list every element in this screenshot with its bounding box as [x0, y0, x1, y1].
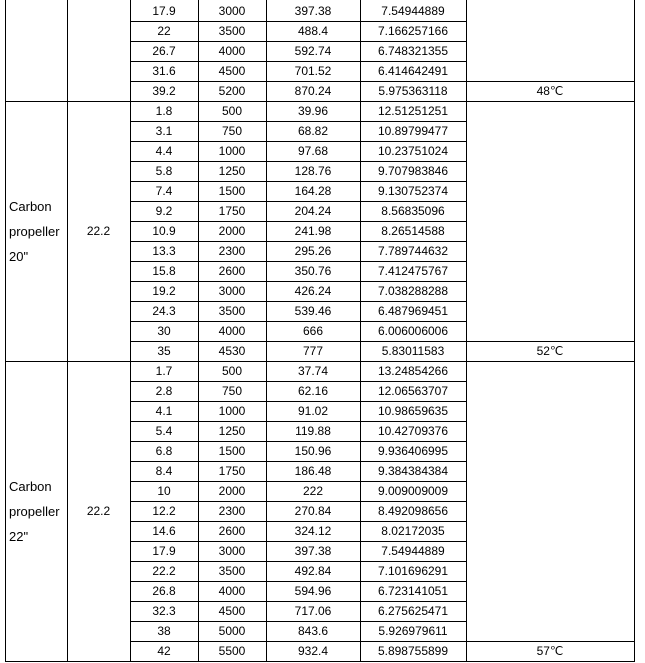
table-cell-efficiency: 5.926979611: [378, 624, 448, 638]
table-cell-speed: 3000: [218, 4, 246, 18]
temperature-value: 57℃: [536, 644, 564, 658]
table-cell-efficiency: 5.975363118: [378, 84, 448, 98]
table-cell-efficiency: 9.384384384: [377, 464, 449, 478]
table-cell-power: 270.84: [294, 504, 332, 518]
table-cell-thrust: 6.8: [155, 444, 173, 458]
table-cell-efficiency: 7.101696291: [377, 564, 449, 578]
table-cell-efficiency: 9.009009009: [377, 484, 449, 498]
table-cell-power: 37.74: [297, 364, 329, 378]
table-cell-thrust: 5.8: [155, 164, 173, 178]
table-cell-efficiency: 9.707983846: [377, 164, 449, 178]
table-cell-power: 119.88: [295, 424, 331, 438]
table-cell-speed: 2000: [218, 224, 246, 238]
table-cell-power: 295.26: [294, 244, 332, 258]
table-cell-thrust: 26.8: [152, 584, 176, 598]
table-cell-speed: 3500: [218, 304, 246, 318]
table-cell-efficiency: 6.414642491: [377, 64, 449, 78]
table-cell-efficiency: 6.487969451: [377, 304, 449, 318]
table-cell-power: 932.4: [297, 644, 329, 658]
table-cell-power: 241.98: [294, 224, 332, 238]
table-cell-efficiency: 8.02172035: [381, 524, 445, 538]
table-cell-power: 870.24: [294, 84, 332, 98]
table-cell-power: 91.02: [297, 404, 329, 418]
table-cell-speed: 500: [221, 104, 243, 118]
table-cell-power: 97.68: [297, 144, 329, 158]
table-cell-thrust: 2.8: [155, 384, 173, 398]
voltage-value: 22.2: [86, 224, 111, 238]
table-cell-power: 592.74: [294, 44, 332, 58]
table-cell-efficiency: 5.898755899: [377, 644, 449, 658]
table-cell-power: 717.06: [294, 604, 332, 618]
table-cell-speed: 5000: [218, 624, 246, 638]
table-cell-thrust: 5.4: [155, 424, 173, 438]
table-cell-thrust: 1.7: [155, 364, 173, 378]
table-cell-thrust: 39.2: [152, 84, 176, 98]
table-cell-power: 666: [302, 324, 324, 338]
table-cell-power: 164.28: [294, 184, 332, 198]
table-cell-thrust: 13.3: [152, 244, 176, 258]
table-cell-power: 843.6: [297, 624, 329, 638]
table-cell-power: 426.24: [294, 284, 332, 298]
group-divider: [5, 661, 634, 662]
table-cell-power: 539.46: [294, 304, 332, 318]
table-cell-efficiency: 7.038288288: [377, 284, 449, 298]
column-divider: [67, 0, 68, 662]
table-cell-thrust: 15.8: [152, 264, 176, 278]
table-cell-speed: 2300: [218, 244, 246, 258]
voltage-value: 22.2: [86, 504, 111, 518]
table-cell-thrust: 17.9: [152, 4, 176, 18]
table-cell-efficiency: 5.83011583: [381, 344, 445, 358]
table-cell-thrust: 17.9: [152, 544, 176, 558]
table-cell-thrust: 42: [157, 644, 171, 658]
table-cell-efficiency: 10.98659635: [377, 404, 449, 418]
table-cell-efficiency: 6.723141051: [377, 584, 449, 598]
table-cell-power: 150.96: [294, 444, 332, 458]
propeller-name-line: propeller: [9, 503, 60, 519]
table-cell-thrust: 19.2: [152, 284, 176, 298]
table-cell-speed: 2600: [218, 524, 246, 538]
table-cell-speed: 4530: [218, 344, 246, 358]
table-cell-efficiency: 7.789744632: [377, 244, 449, 258]
table-cell-thrust: 22.2: [152, 564, 176, 578]
table-cell-speed: 2300: [218, 504, 246, 518]
table-cell-power: 128.76: [294, 164, 332, 178]
table-cell-thrust: 35: [157, 344, 171, 358]
column-divider: [266, 0, 267, 662]
table-cell-speed: 2600: [218, 264, 246, 278]
table-cell-efficiency: 6.748321355: [377, 44, 449, 58]
table-cell-power: 488.4: [297, 24, 329, 38]
table-cell-efficiency: 13.24854266: [377, 364, 449, 378]
table-cell-efficiency: 10.89799477: [377, 124, 449, 138]
table-cell-efficiency: 7.166257166: [377, 24, 449, 38]
column-divider: [198, 0, 199, 662]
table-cell-power: 492.84: [294, 564, 332, 578]
table-cell-power: 68.82: [297, 124, 329, 138]
table-cell-thrust: 10.9: [152, 224, 176, 238]
propeller-name-line: 22": [9, 528, 29, 544]
table-cell-efficiency: 9.130752374: [377, 184, 449, 198]
propeller-name-line: propeller: [9, 223, 60, 239]
table-cell-thrust: 30: [157, 324, 171, 338]
table-cell-speed: 750: [221, 124, 243, 138]
table-cell-speed: 1000: [218, 144, 246, 158]
table-cell-speed: 1750: [218, 464, 246, 478]
table-cell-speed: 4500: [218, 64, 246, 78]
table-cell-speed: 3500: [218, 564, 246, 578]
table-cell-thrust: 32.3: [152, 604, 176, 618]
table-cell-power: 594.96: [294, 584, 332, 598]
table-cell-efficiency: 7.54944889: [381, 4, 445, 18]
table-cell-efficiency: 6.275625471: [377, 604, 449, 618]
table-cell-power: 324.12: [294, 524, 332, 538]
voltage-value: [67, 41, 130, 61]
table-cell-speed: 2000: [218, 484, 246, 498]
table-cell-efficiency: 12.51251251: [377, 104, 449, 118]
table-cell-thrust: 26.7: [152, 44, 176, 58]
table-cell-power: 397.38: [294, 4, 332, 18]
column-divider: [130, 0, 131, 662]
table-cell-thrust: 31.6: [152, 64, 176, 78]
table-cell-speed: 3000: [218, 544, 246, 558]
table-cell-efficiency: 6.006006006: [377, 324, 449, 338]
table-cell-power: 186.48: [294, 464, 332, 478]
table-cell-speed: 5200: [218, 84, 246, 98]
table-cell-thrust: 1.8: [155, 104, 173, 118]
table-cell-speed: 4500: [218, 604, 246, 618]
table-cell-thrust: 3.1: [155, 124, 173, 138]
table-cell-speed: 750: [221, 384, 243, 398]
table-cell-power: 397.38: [294, 544, 332, 558]
table-cell-thrust: 9.2: [155, 204, 173, 218]
column-divider: [634, 0, 635, 662]
propeller-name-line: 20": [9, 248, 29, 264]
column-divider: [466, 0, 467, 662]
table-cell-speed: 1250: [218, 424, 246, 438]
table-cell-thrust: 8.4: [155, 464, 173, 478]
table-cell-speed: 4000: [218, 584, 246, 598]
column-divider: [5, 0, 6, 662]
table-cell-efficiency: 10.23751024: [377, 144, 449, 158]
table-cell-speed: 1000: [218, 404, 246, 418]
table-cell-speed: 1500: [218, 444, 246, 458]
table-cell-speed: 4000: [218, 324, 246, 338]
table-cell-efficiency: 10.42709376: [377, 424, 449, 438]
table-cell-power: 222: [302, 484, 324, 498]
table-cell-power: 777: [302, 344, 324, 358]
table-cell-efficiency: 8.26514588: [381, 224, 445, 238]
table-cell-power: 39.96: [297, 104, 329, 118]
table-cell-speed: 4000: [218, 44, 246, 58]
table-cell-speed: 3500: [218, 24, 246, 38]
table-cell-efficiency: 9.936406995: [377, 444, 449, 458]
table-cell-thrust: 12.2: [152, 504, 176, 518]
table-cell-power: 204.24: [294, 204, 332, 218]
table-cell-speed: 5500: [218, 644, 246, 658]
table-cell-thrust: 24.3: [152, 304, 176, 318]
table-cell-speed: 1500: [218, 184, 246, 198]
table-cell-speed: 1750: [218, 204, 246, 218]
table-cell-thrust: 22: [157, 24, 171, 38]
table-cell-efficiency: 8.492098656: [377, 504, 449, 518]
table-cell-power: 350.76: [294, 264, 332, 278]
table-cell-speed: 500: [221, 364, 243, 378]
table-cell-thrust: 7.4: [155, 184, 173, 198]
temperature-value: 48℃: [536, 84, 564, 98]
temperature-value: 52℃: [536, 344, 564, 358]
table-cell-efficiency: 8.56835096: [381, 204, 445, 218]
propeller-name-line: Carbon: [9, 478, 52, 494]
table-cell-efficiency: 7.54944889: [381, 544, 445, 558]
column-divider: [360, 0, 361, 662]
table-cell-thrust: 10: [157, 484, 171, 498]
table-cell-speed: 3000: [218, 284, 246, 298]
table-cell-speed: 1250: [218, 164, 246, 178]
table-cell-thrust: 14.6: [152, 524, 176, 538]
table-cell-efficiency: 7.412475767: [377, 264, 449, 278]
table-cell-thrust: 4.4: [155, 144, 173, 158]
table-cell-power: 701.52: [294, 64, 332, 78]
table-cell-thrust: 38: [157, 624, 171, 638]
table-cell-power: 62.16: [297, 384, 329, 398]
propeller-name-line: Carbon: [9, 198, 52, 214]
table-cell-thrust: 4.1: [155, 404, 173, 418]
table-cell-efficiency: 12.06563707: [377, 384, 449, 398]
